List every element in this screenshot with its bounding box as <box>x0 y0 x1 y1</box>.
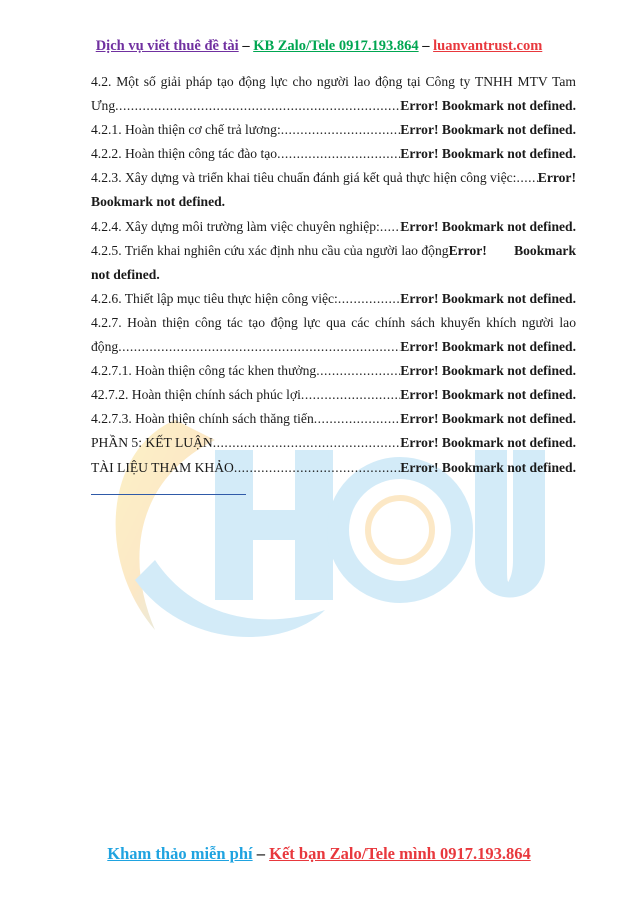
bookmark-error-text: Error! Bookmark not defined. <box>400 387 576 403</box>
bookmark-error-text: Error! Bookmark not defined. <box>400 435 576 451</box>
toc-entry-tai-lieu-tham-khao[interactable] <box>91 456 576 480</box>
toc-leader-dots <box>213 431 401 455</box>
bookmark-error-text: Error! Bookmark not defined. <box>400 218 576 234</box>
toc-entry-4-2-1[interactable] <box>91 118 576 142</box>
bookmark-error-text: Error! <box>537 170 576 186</box>
header-separator: – <box>238 38 254 54</box>
header-separator: – <box>418 38 434 54</box>
toc-entry-label: 4.2.5. Triển khai nghiên cứu xác định nhu cầu của người lao độngError! <box>91 242 487 258</box>
toc-leader-dots <box>115 94 400 118</box>
toc-entry-4-2-line1[interactable]: 4.2. Một số giải pháp tạo động lực cho người lao động tại Công ty TNHH MTV Tam <box>91 74 576 89</box>
toc-entry-4-2-7-1[interactable] <box>91 359 576 383</box>
toc-entry-phan-5[interactable] <box>91 431 576 455</box>
toc-entry-4-2[interactable] <box>91 94 576 118</box>
bookmark-error-text: Error! Bookmark not defined. <box>400 122 576 138</box>
toc-leader-dots <box>516 166 537 190</box>
toc-entry-label: PHẦN 5: KẾT LUẬN <box>91 435 213 451</box>
toc-entry-label: TÀI LIỆU THAM KHẢO <box>91 459 234 475</box>
toc-leader-dots <box>316 359 400 383</box>
footer-separator: – <box>252 844 270 863</box>
toc-leader-dots <box>301 383 400 407</box>
toc-leader-dots <box>338 287 400 311</box>
bookmark-error-text: Error! Bookmark not defined. <box>400 290 576 306</box>
toc-entry-label: 4.2.7.1. Hoàn thiện công tác khen thưởng <box>91 363 317 379</box>
toc-entry-4-2-2[interactable] <box>91 142 576 166</box>
bookmark-error-text: Error! Bookmark not defined. <box>400 459 576 475</box>
bookmark-error-text: Error! <box>448 242 487 258</box>
toc-entry-label: 4.2.6. Thiết lập mục tiêu thực hiện công việc: <box>91 290 338 306</box>
bookmark-error-text: Error! Bookmark not defined. <box>400 363 576 379</box>
toc-leader-dots <box>234 456 400 480</box>
header-contact-link[interactable]: KB Zalo/Tele 0917.193.864 <box>253 38 419 54</box>
toc-entry-label: 4.2.4. Xây dựng môi trường làm việc chuyên nghiệp: <box>91 218 380 234</box>
toc-entry-4-2-6[interactable] <box>91 287 576 311</box>
page-header <box>0 38 638 55</box>
bookmark-error-text: Error! Bookmark not defined. <box>400 411 576 427</box>
empty-hyperlink-underline[interactable] <box>91 494 246 495</box>
table-of-contents <box>91 70 576 480</box>
toc-entry-label: 4.2.7.3. Hoàn thiện chính sách thăng tiến <box>91 411 314 427</box>
toc-entry-label: Ưng <box>91 98 116 114</box>
toc-entry-label: 4.2.3. Xây dựng và triển khai tiêu chuẩn đánh giá kết quả thực hiện công việc: <box>91 170 517 186</box>
toc-leader-dots <box>281 118 401 142</box>
toc-entry-4-2-7-3[interactable] <box>91 407 576 431</box>
toc-leader-dots <box>277 142 400 166</box>
toc-entry-4-2-3[interactable] <box>91 166 576 190</box>
toc-leader-dots <box>118 335 400 359</box>
bookmark-error-text: Error! Bookmark not defined. <box>400 98 576 114</box>
footer-contact-link[interactable]: Kết bạn Zalo/Tele mình 0917.193.864 <box>269 844 531 863</box>
toc-entry-label: 42.7.2. Hoàn thiện chính sách phúc lợi <box>91 387 301 403</box>
toc-entry-4-2-5[interactable] <box>91 239 576 263</box>
toc-entry-4-2-7-2[interactable] <box>91 383 576 407</box>
footer-free-reference-link[interactable]: Kham thảo miễn phí <box>107 844 253 863</box>
toc-entry-label: 4.2.1. Hoàn thiện cơ chế trả lương: <box>91 122 281 138</box>
toc-entry-label: 4.2.2. Hoàn thiện công tác đào tạo <box>91 146 278 162</box>
toc-leader-dots <box>314 407 401 431</box>
header-website-link[interactable]: luanvantrust.com <box>433 38 543 54</box>
bookmark-error-text: Bookmark <box>514 242 576 258</box>
header-service-link[interactable]: Dịch vụ viết thuê đề tài <box>95 38 239 54</box>
bookmark-error-text: Error! Bookmark not defined. <box>400 339 576 355</box>
toc-entry-label: động <box>91 339 119 355</box>
page-footer <box>0 844 638 864</box>
toc-entry-4-2-7-line1[interactable]: 4.2.7. Hoàn thiện công tác tạo động lực qua các chính sách khuyến khích người lao <box>91 314 576 330</box>
bookmark-error-text: not defined. <box>91 266 160 282</box>
toc-leader-dots <box>380 215 400 239</box>
toc-entry-4-2-4[interactable] <box>91 215 576 239</box>
toc-entry-4-2-7[interactable] <box>91 335 576 359</box>
bookmark-error-text: Error! Bookmark not defined. <box>400 146 576 162</box>
bookmark-error-text: Bookmark not defined. <box>91 194 226 210</box>
